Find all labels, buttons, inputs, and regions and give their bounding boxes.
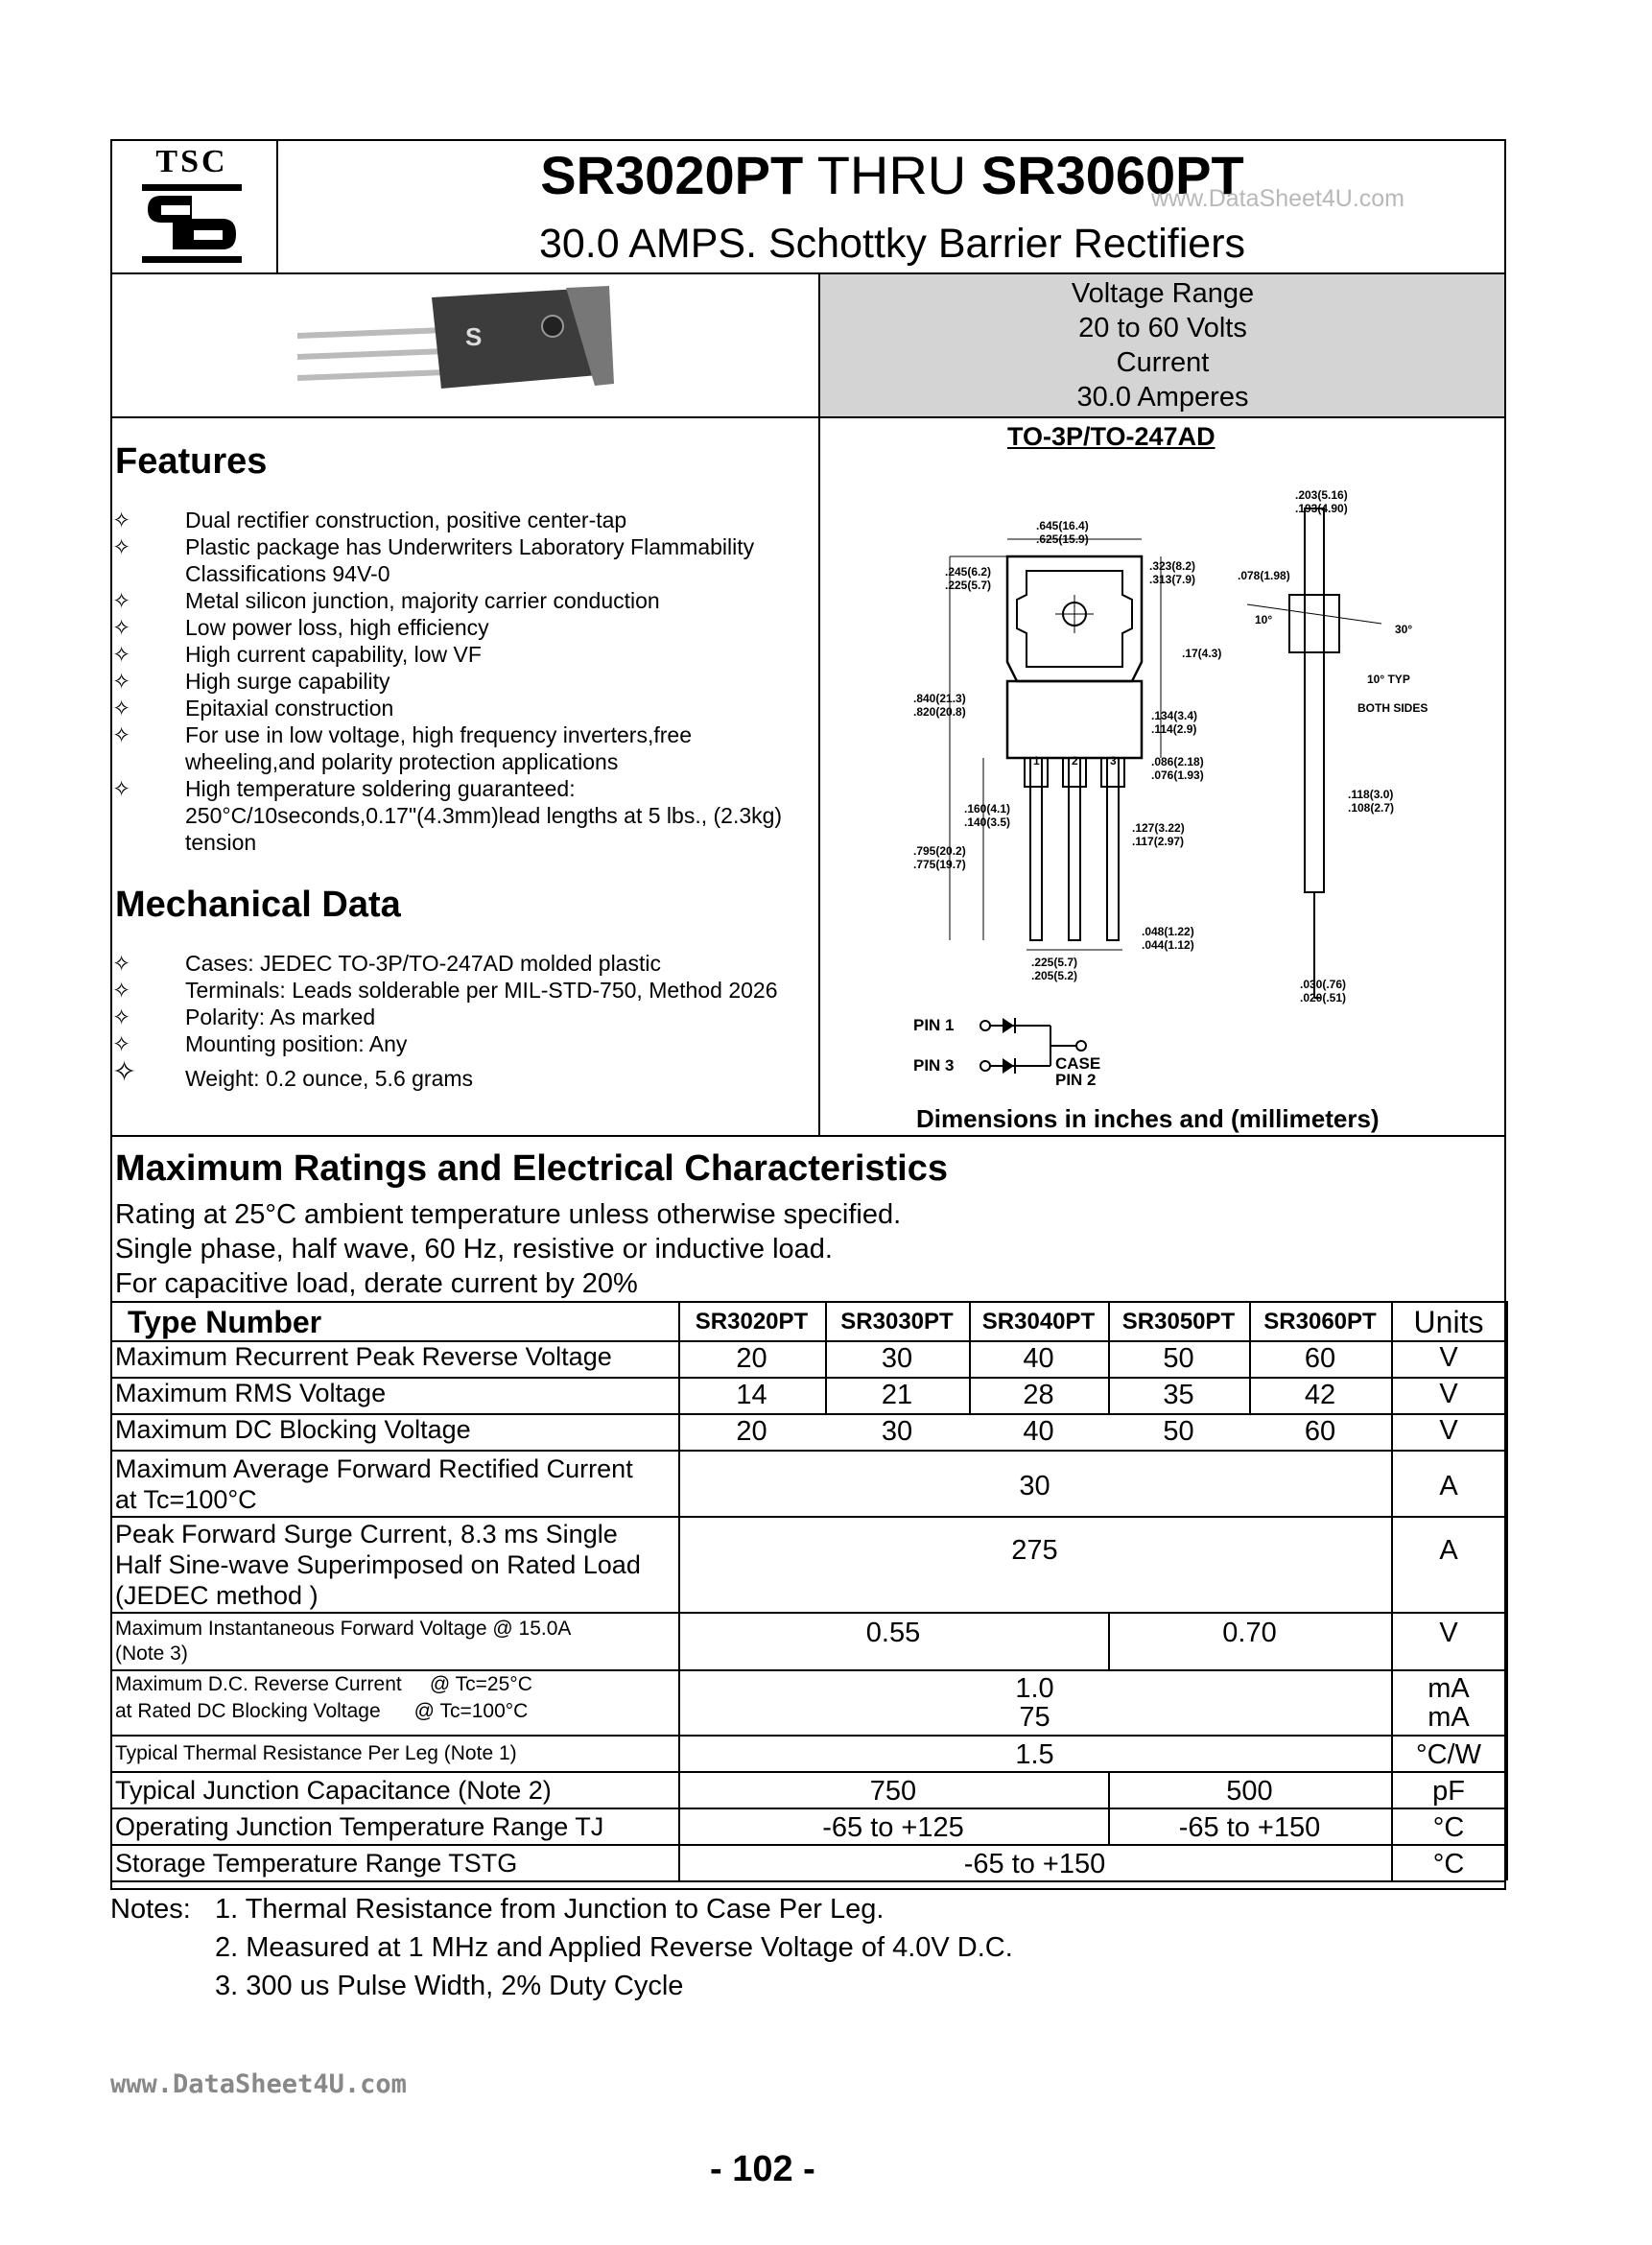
svg-text:.225(5.7): .225(5.7) bbox=[945, 579, 992, 592]
svg-text:.076(1.93): .076(1.93) bbox=[1151, 768, 1204, 782]
notes-prefix: Notes: bbox=[110, 1894, 191, 1925]
value-cell: 28 bbox=[1023, 1380, 1054, 1410]
svg-text:.140(3.5): .140(3.5) bbox=[964, 815, 1011, 829]
current-value: 30.0 Amperes bbox=[1076, 382, 1249, 413]
svg-text:.645(16.4): .645(16.4) bbox=[1036, 519, 1089, 532]
footer-site: www.DataSheet4U.com bbox=[110, 2069, 407, 2099]
feature-text: Plastic package has Underwriters Laboratory Flammability bbox=[185, 534, 755, 559]
feature-text: High current capability, low VF bbox=[185, 642, 482, 667]
row-label: Typical Junction Capacitance (Note 2) bbox=[115, 1776, 552, 1805]
feature-text: High temperature soldering guaranteed: bbox=[185, 776, 576, 801]
svg-text:10° TYP: 10° TYP bbox=[1367, 673, 1410, 686]
bullet-icon: ✧ bbox=[112, 1031, 131, 1056]
row-label: Operating Junction Temperature Range TJ bbox=[115, 1812, 604, 1841]
value-cell: 0.55 bbox=[865, 1618, 921, 1648]
svg-text:.108(2.7): .108(2.7) bbox=[1348, 801, 1395, 815]
svg-text:.775(19.7): .775(19.7) bbox=[913, 858, 966, 871]
unit-cell: V bbox=[1439, 1618, 1458, 1648]
row-label: Storage Temperature Range TSTG bbox=[115, 1849, 518, 1878]
unit-cell: pF bbox=[1432, 1776, 1465, 1807]
tsc-logo bbox=[134, 144, 249, 269]
features-heading: Features bbox=[115, 441, 268, 482]
mechanical-text: Mounting position: Any bbox=[185, 1031, 408, 1056]
value-cell: 60 bbox=[1304, 1343, 1336, 1374]
feature-text: 250°C/10seconds,0.17"(4.3mm)lead lengths at 5 lbs., (2.3kg) bbox=[185, 803, 783, 828]
unit-cell: °C bbox=[1432, 1849, 1465, 1879]
column-header: SR3030PT bbox=[840, 1309, 954, 1335]
svg-text:CASE: CASE bbox=[1055, 1054, 1101, 1073]
row-label: at Tc=100°C bbox=[115, 1485, 257, 1514]
row-label: Maximum Average Forward Rectified Current bbox=[115, 1454, 633, 1483]
page-subtitle: 30.0 AMPS. Schottky Barrier Rectifiers bbox=[538, 221, 1246, 267]
svg-text:.17(4.3): .17(4.3) bbox=[1182, 647, 1222, 660]
table-rule bbox=[110, 1771, 1506, 1773]
svg-text:.225(5.7): .225(5.7) bbox=[1031, 956, 1078, 969]
table-rule bbox=[110, 1669, 1506, 1671]
feature-text: Dual rectifier construction, positive center-tap bbox=[185, 508, 627, 532]
mechanical-text: Polarity: As marked bbox=[185, 1004, 376, 1029]
row-label: Maximum Instantaneous Forward Voltage @ 15.0A bbox=[115, 1618, 572, 1640]
value-cell: 1.0 bbox=[1015, 1673, 1054, 1704]
note-3: 3. 300 us Pulse Width, 2% Duty Cycle bbox=[215, 1971, 684, 2001]
value-cell: 21 bbox=[881, 1380, 913, 1410]
row-label: Maximum D.C. Reverse Current @ Tc=25°C bbox=[115, 1673, 532, 1695]
row-label: Half Sine-wave Superimposed on Rated Load bbox=[115, 1550, 641, 1579]
unit-cell: V bbox=[1439, 1379, 1458, 1409]
svg-text:.323(8.2): .323(8.2) bbox=[1149, 559, 1196, 573]
ratings-heading: Maximum Ratings and Electrical Characteristics bbox=[115, 1148, 948, 1189]
svg-text:.245(6.2): .245(6.2) bbox=[945, 565, 992, 579]
svg-text:.134(3.4): .134(3.4) bbox=[1151, 709, 1198, 722]
bullet-icon: ✧ bbox=[112, 669, 131, 694]
table-rule bbox=[110, 1844, 1506, 1846]
svg-text:.078(1.98): .078(1.98) bbox=[1238, 569, 1290, 582]
unit-cell: °C bbox=[1432, 1812, 1465, 1843]
value-cell: 750 bbox=[869, 1776, 917, 1807]
row-label: Maximum RMS Voltage bbox=[115, 1379, 387, 1407]
value-cell: 1.5 bbox=[1015, 1739, 1054, 1770]
column-header: SR3060PT bbox=[1263, 1309, 1377, 1335]
feature-text: Low power loss, high efficiency bbox=[185, 615, 489, 640]
table-rule bbox=[110, 1301, 1506, 1303]
note-1: 1. Thermal Resistance from Junction to Case Per Leg. bbox=[215, 1894, 885, 1925]
note-2: 2. Measured at 1 MHz and Applied Reverse Voltage of 4.0V D.C. bbox=[215, 1932, 1013, 1963]
value-cell: 14 bbox=[736, 1380, 767, 1410]
package-drawing bbox=[825, 461, 1497, 1132]
value-cell: -65 to +150 bbox=[963, 1849, 1106, 1879]
table-rule bbox=[110, 1735, 1506, 1737]
units-header: Units bbox=[1413, 1305, 1484, 1339]
unit-cell: A bbox=[1439, 1535, 1458, 1566]
value-cell: 60 bbox=[1304, 1416, 1336, 1447]
value-cell: -65 to +125 bbox=[822, 1812, 964, 1843]
svg-text:.127(3.22): .127(3.22) bbox=[1132, 821, 1185, 835]
svg-text:.044(1.12): .044(1.12) bbox=[1142, 938, 1194, 952]
value-cell: 30 bbox=[881, 1343, 913, 1374]
feature-text: Classifications 94V-0 bbox=[185, 561, 390, 586]
row-label: at Rated DC Blocking Voltage @ Tc=100°C bbox=[115, 1700, 529, 1722]
voltage-range-label: Voltage Range bbox=[1071, 278, 1255, 309]
svg-text:.020(.51): .020(.51) bbox=[1300, 991, 1347, 1004]
column-header: SR3020PT bbox=[695, 1309, 809, 1335]
bullet-icon: ✧ bbox=[112, 696, 131, 721]
feature-text: tension bbox=[185, 830, 257, 855]
value-cell: -65 to +150 bbox=[1178, 1812, 1321, 1843]
bullet-icon: ✧ bbox=[112, 978, 131, 1003]
table-rule bbox=[110, 1880, 1506, 1882]
part-to: SR3060PT bbox=[980, 145, 1244, 205]
svg-text:.313(7.9): .313(7.9) bbox=[1149, 573, 1196, 586]
svg-text:.625(15.9): .625(15.9) bbox=[1036, 532, 1089, 546]
feature-text: wheeling,and polarity protection applications bbox=[185, 749, 619, 774]
value-cell: 0.70 bbox=[1222, 1618, 1277, 1648]
value-cell: 20 bbox=[736, 1416, 767, 1447]
svg-text:2: 2 bbox=[1072, 754, 1078, 768]
dimensions-caption: Dimensions in inches and (millimeters) bbox=[916, 1104, 1380, 1133]
part-from: SR3020PT bbox=[540, 145, 804, 205]
svg-text:.114(2.9): .114(2.9) bbox=[1151, 722, 1197, 736]
header-watermark: www.DataSheet4U.com bbox=[1151, 185, 1405, 212]
mechanical-text: Cases: JEDEC TO-3P/TO-247AD molded plastic bbox=[185, 951, 661, 976]
svg-text:10°: 10° bbox=[1255, 613, 1273, 626]
bullet-icon: ✧ bbox=[112, 508, 131, 532]
row-label: (Note 3) bbox=[115, 1642, 188, 1665]
svg-text:.820(20.8): .820(20.8) bbox=[913, 705, 966, 719]
bullet-icon: ✧ bbox=[112, 534, 131, 559]
table-rule bbox=[110, 1516, 1506, 1518]
unit-cell: V bbox=[1439, 1415, 1458, 1446]
logo-mark-icon bbox=[134, 180, 249, 267]
value-cell: 42 bbox=[1304, 1380, 1336, 1410]
ratings-divider bbox=[110, 1135, 1506, 1137]
unit-cell: A bbox=[1439, 1471, 1458, 1501]
table-rule bbox=[110, 1301, 112, 1880]
svg-text:.795(20.2): .795(20.2) bbox=[913, 844, 966, 858]
rating-note-2: Single phase, half wave, 60 Hz, resistive or inductive load. bbox=[115, 1234, 833, 1264]
svg-text:.840(21.3): .840(21.3) bbox=[913, 692, 966, 705]
column-header: SR3040PT bbox=[981, 1309, 1096, 1335]
bullet-icon: ✧ bbox=[112, 722, 131, 747]
svg-text:BOTH SIDES: BOTH SIDES bbox=[1357, 701, 1428, 715]
bullet-icon: ✧ bbox=[112, 951, 131, 976]
bullet-icon: ✧ bbox=[112, 1056, 137, 1088]
value-cell: 40 bbox=[1023, 1416, 1054, 1447]
unit-cell: mA bbox=[1428, 1702, 1470, 1733]
logo-brand-text: TSC bbox=[155, 144, 228, 179]
svg-text:PIN 3: PIN 3 bbox=[913, 1056, 955, 1075]
column-header: SR3050PT bbox=[1121, 1309, 1236, 1335]
svg-text:.205(5.2): .205(5.2) bbox=[1031, 969, 1078, 982]
svg-text:.030(.76): .030(.76) bbox=[1300, 978, 1347, 991]
svg-text:30°: 30° bbox=[1395, 623, 1413, 636]
package-title: TO-3P/TO-247AD bbox=[1007, 422, 1215, 451]
bullet-icon: ✧ bbox=[112, 776, 131, 801]
value-cell: 275 bbox=[1011, 1535, 1058, 1566]
svg-text:3: 3 bbox=[1110, 754, 1117, 768]
table-rule bbox=[110, 1612, 1506, 1614]
feature-text: High surge capability bbox=[185, 669, 390, 694]
svg-text:.048(1.22): .048(1.22) bbox=[1142, 925, 1194, 938]
bullet-icon: ✧ bbox=[112, 588, 131, 613]
svg-text:.193(4.90): .193(4.90) bbox=[1295, 502, 1348, 515]
svg-text:.086(2.18): .086(2.18) bbox=[1151, 755, 1204, 768]
value-cell: 30 bbox=[881, 1416, 913, 1447]
mechanical-text: Weight: 0.2 ounce, 5.6 grams bbox=[185, 1066, 474, 1091]
mechanical-text: Terminals: Leads solderable per MIL-STD-750, Method 2026 bbox=[185, 978, 778, 1003]
svg-text:.118(3.0): .118(3.0) bbox=[1348, 788, 1394, 801]
svg-text:.160(4.1): .160(4.1) bbox=[964, 802, 1011, 815]
feature-text: Metal silicon junction, majority carrier conduction bbox=[185, 588, 660, 613]
row-label: Maximum Recurrent Peak Reverse Voltage bbox=[115, 1342, 612, 1371]
svg-text:.203(5.16): .203(5.16) bbox=[1295, 488, 1348, 502]
svg-text:PIN 2: PIN 2 bbox=[1055, 1071, 1097, 1089]
table-rule bbox=[1506, 1301, 1508, 1880]
unit-cell: V bbox=[1439, 1342, 1458, 1373]
mechanical-heading: Mechanical Data bbox=[115, 885, 401, 925]
page-number: - 102 - bbox=[710, 2149, 815, 2189]
value-cell: 30 bbox=[1019, 1471, 1050, 1501]
feature-text: For use in low voltage, high frequency inverters,free bbox=[185, 722, 692, 747]
thru-text: THRU bbox=[803, 145, 981, 205]
row-label: Peak Forward Surge Current, 8.3 ms Single bbox=[115, 1520, 618, 1548]
bullet-icon: ✧ bbox=[112, 615, 131, 640]
rating-note-3: For capacitive load, derate current by 20% bbox=[115, 1268, 638, 1299]
type-number-header: Type Number bbox=[128, 1305, 322, 1339]
value-cell: 40 bbox=[1023, 1343, 1054, 1374]
svg-text:S: S bbox=[465, 322, 483, 351]
row-label: Typical Thermal Resistance Per Leg (Note 1) bbox=[115, 1742, 517, 1764]
value-cell: 75 bbox=[1019, 1702, 1050, 1733]
package-photo bbox=[278, 278, 624, 413]
svg-text:.117(2.97): .117(2.97) bbox=[1132, 835, 1185, 848]
feature-text: Epitaxial construction bbox=[185, 696, 394, 721]
specs-divider bbox=[110, 416, 1506, 418]
voltage-range-value: 20 to 60 Volts bbox=[1078, 313, 1247, 343]
table-rule bbox=[110, 1808, 1506, 1809]
bullet-icon: ✧ bbox=[112, 642, 131, 667]
table-rule bbox=[110, 1450, 1506, 1452]
row-label: Maximum DC Blocking Voltage bbox=[115, 1415, 471, 1444]
svg-text:1: 1 bbox=[1033, 754, 1040, 768]
current-label: Current bbox=[1116, 347, 1210, 378]
bullet-icon: ✧ bbox=[112, 1004, 131, 1029]
row-label: (JEDEC method ) bbox=[115, 1581, 319, 1610]
value-cell: 50 bbox=[1163, 1343, 1194, 1374]
value-cell: 500 bbox=[1226, 1776, 1273, 1807]
unit-cell: mA bbox=[1428, 1673, 1470, 1704]
value-cell: 20 bbox=[736, 1343, 767, 1374]
value-cell: 50 bbox=[1163, 1416, 1194, 1447]
value-cell: 35 bbox=[1163, 1380, 1194, 1410]
rating-note-1: Rating at 25°C ambient temperature unless otherwise specified. bbox=[115, 1199, 902, 1230]
svg-text:PIN 1: PIN 1 bbox=[913, 1016, 955, 1034]
unit-cell: °C/W bbox=[1416, 1739, 1481, 1770]
